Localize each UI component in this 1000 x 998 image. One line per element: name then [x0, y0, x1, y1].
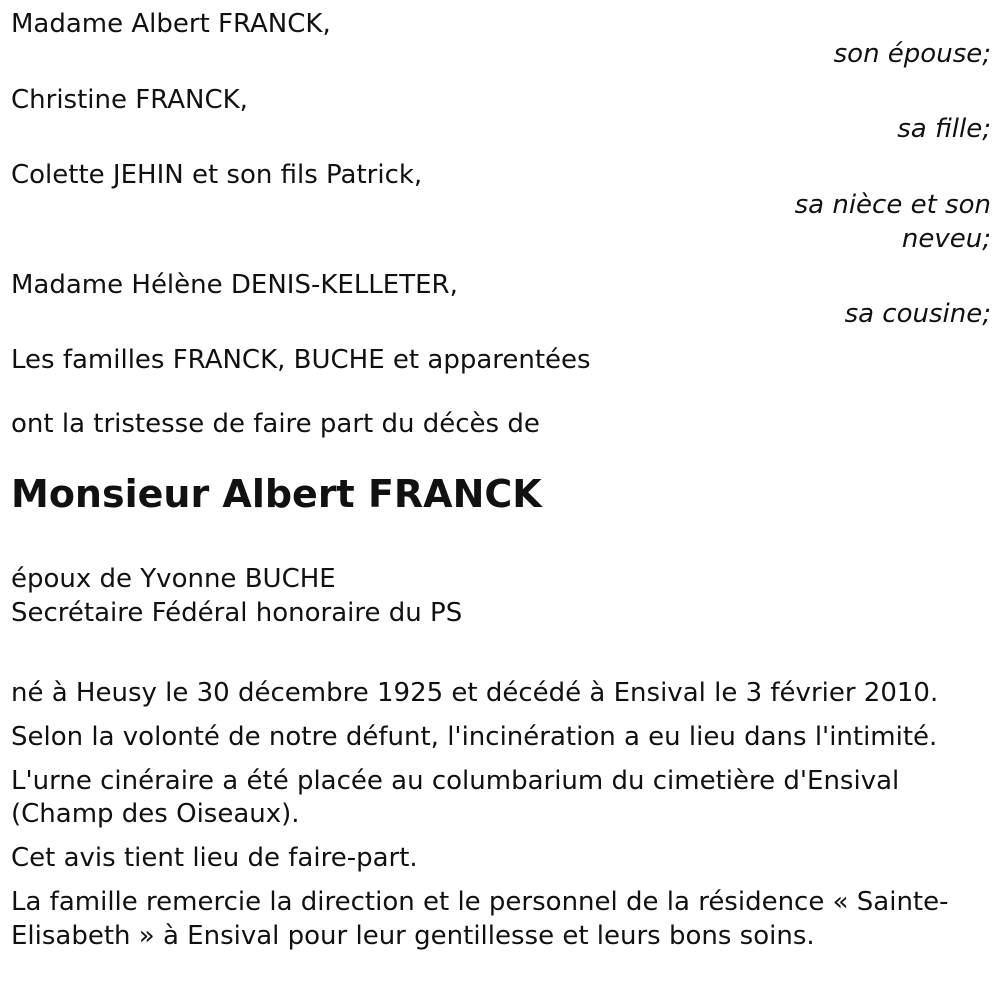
spouse-line: époux de Yvonne BUCHE [11, 564, 336, 595]
title-line: Secrétaire Fédéral honoraire du PS [11, 598, 463, 629]
mourner-name: Colette JEHIN et son fils Patrick, [11, 160, 423, 191]
mourner-entry [11, 84, 991, 148]
obituary-notice [11, 8, 991, 964]
announcement-line: ont la tristesse de faire part du décès de [11, 408, 540, 439]
birth-death-paragraph: né à Heusy le 30 décembre 1925 et décédé à Ensival le 3 février 2010. [11, 677, 939, 708]
thanks-paragraph: La famille remercie la direction et le personnel de la résidence « Sainte-Elisabeth » à Ensival pour leur gentillesse et leurs bons soins. [11, 886, 949, 951]
mourner-entry [11, 8, 991, 72]
mourner-entry [11, 159, 991, 256]
families-line: Les familles FRANCK, BUCHE et apparentées [11, 345, 591, 376]
mourner-relation: sa fille; [897, 114, 991, 145]
mourner-relation: sa cousine; [844, 299, 991, 330]
mourner-name: Christine FRANCK, [11, 84, 248, 115]
cremation-paragraph: Selon la volonté de notre défunt, l'incinération a eu lieu dans l'intimité. [11, 721, 938, 752]
notice-paragraph: Cet avis tient lieu de faire-part. [11, 843, 418, 874]
urn-paragraph: L'urne cinéraire a été placée au columbarium du cimetière d'Ensival (Champ des Oiseaux). [11, 765, 900, 830]
deceased-name: Monsieur Albert FRANCK [11, 471, 542, 516]
mourner-name: Madame Hélène DENIS-KELLETER, [11, 269, 458, 300]
mourner-name: Madame Albert FRANCK, [11, 9, 331, 39]
mourner-entry [11, 269, 991, 333]
mourner-relation: sa nièce et son neveu; [794, 189, 991, 254]
mourner-relation: son épouse; [833, 38, 991, 69]
